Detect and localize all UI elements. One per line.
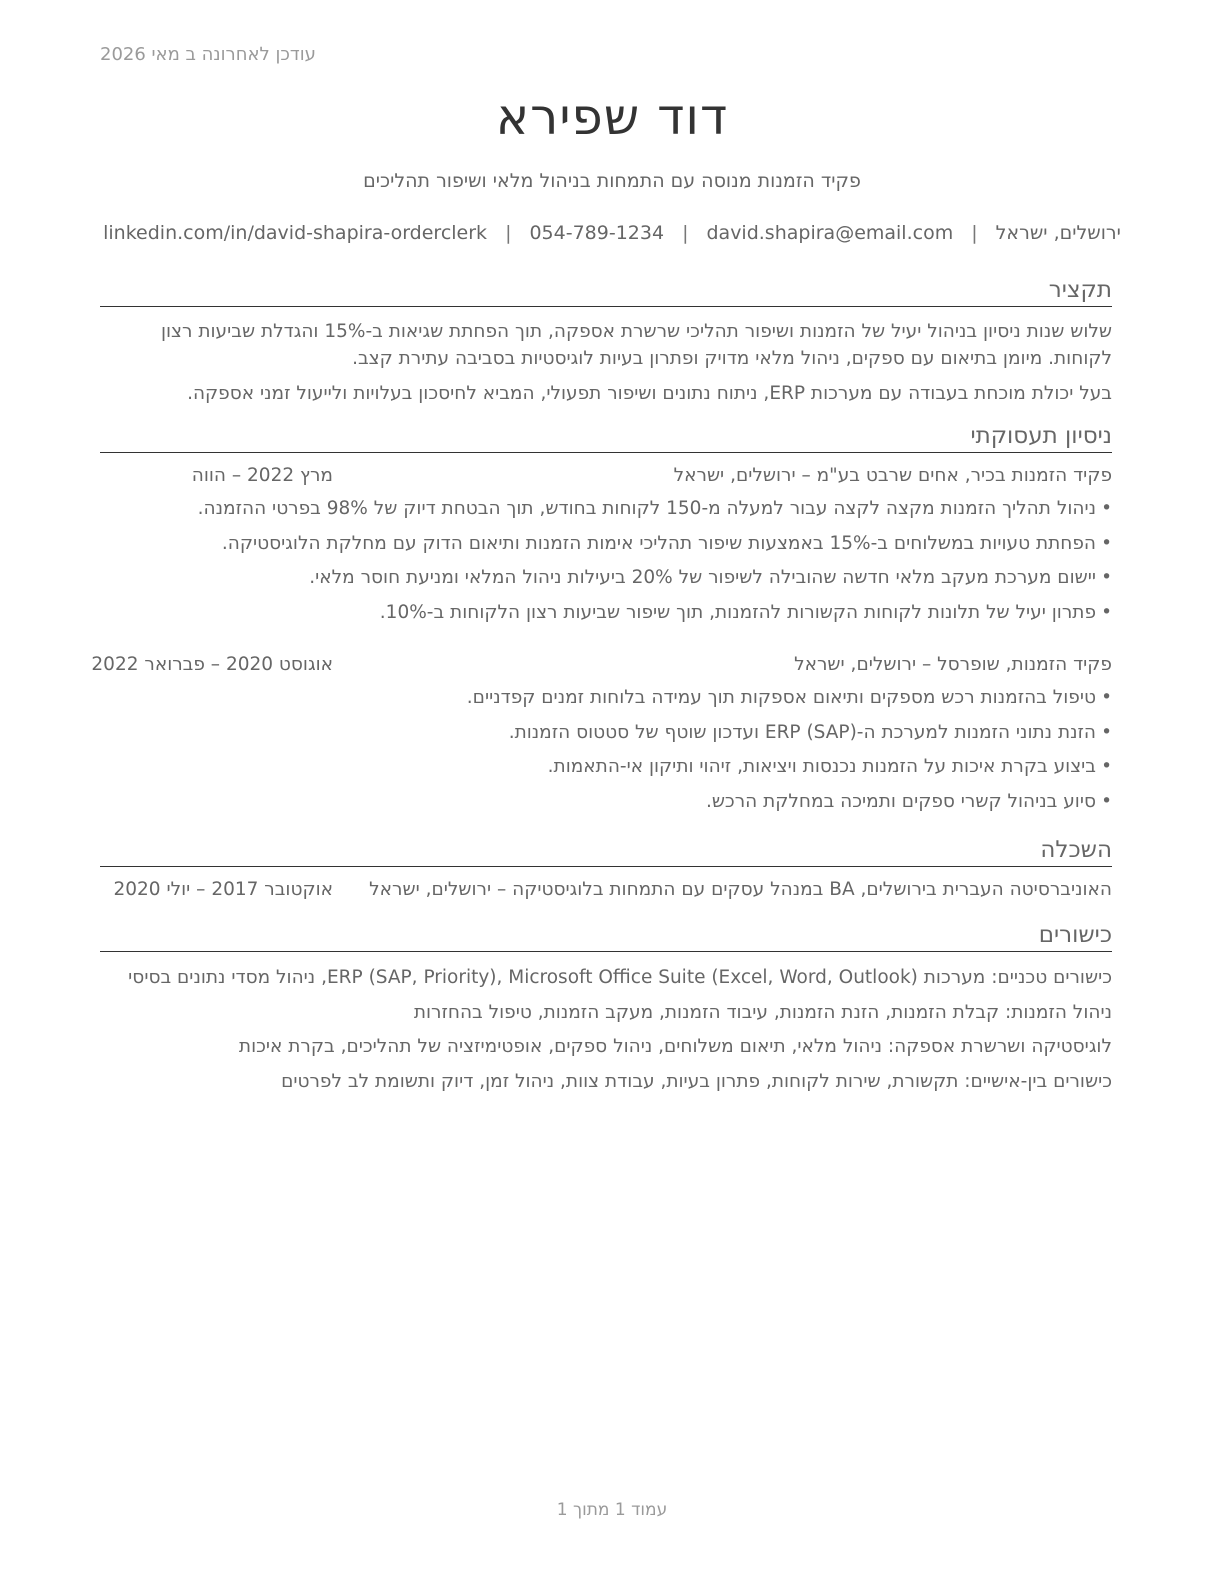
contact-email[interactable]: david.shapira@email.com: [706, 222, 954, 244]
section-title-education: השכלה: [100, 836, 1112, 867]
contact-linkedin[interactable]: linkedin.com/in/david-shapira-orderclerk: [103, 222, 488, 244]
list-item: • טיפול בהזמנות רכש מספקים ותיאום אספקות תוך עמידה בלוחות זמנים קפדניים.: [100, 685, 1112, 720]
list-item: • ביצוע בקרת איכות על הזמנות נכנסות ויציאות, זיהוי ותיקון אי-התאמות.: [100, 754, 1112, 789]
skill-line: ניהול הזמנות: קבלת הזמנות, הזנת הזמנות, עיבוד הזמנות, מעקב הזמנות, טיפול בהחזרות: [413, 1001, 1112, 1023]
job-title: פקיד הזמנות, שופרסל – ירושלים, ישראל: [794, 654, 1112, 675]
summary-paragraph: שלוש שנות ניסיון בניהול יעיל של הזמנות ושיפור תהליכי שרשרת אספקה, תוך הפחתת שגיאות ב-15% והגדלת שביעות רצון לקוחות. מיומן בתיאום עם ספקים, ניהול מלאי מדויק ופתרון בעיות לוגיסטיות בסביבה עתירת קצב.: [160, 321, 1112, 369]
contact-location: ירושלים, ישראל: [995, 222, 1121, 244]
list-item: • יישום מערכת מעקב מלאי חדשה שהובילה לשיפור של 20% ביעילות ניהול המלאי ומניעת חוסר מלאי.: [100, 565, 1112, 600]
candidate-name: דוד שפירא: [495, 88, 729, 146]
job-header: [100, 465, 1112, 491]
skill-line: כישורים בין-אישיים: תקשורת, שירות לקוחות, פתרון בעיות, עבודת צוות, ניהול זמן, דיוק ותשומת לב לפרטים: [281, 1070, 1112, 1092]
last-updated-note: עודכן לאחרונה ב מאי 2026: [100, 44, 316, 65]
skill-line: לוגיסטיקה ושרשרת אספקה: ניהול מלאי, תיאום משלוחים, ניהול ספקים, אופטימיזציה של תהליכים, בקרת איכות: [238, 1036, 1112, 1057]
contact-separator: |: [505, 222, 512, 244]
job-bullets: [100, 496, 1112, 634]
list-item: • הזנת נתוני הזמנות למערכת ה-ERP (SAP) ועדכון שוטף של סטטוס הזמנות.: [100, 720, 1112, 755]
list-item: • פתרון יעיל של תלונות לקוחות הקשורות להזמנות, תוך שיפור שביעות רצון הלקוחות ב-10%.: [100, 600, 1112, 635]
job-dates: אוגוסט 2020 – פברואר 2022: [91, 654, 333, 675]
contact-phone[interactable]: 054-789-1234: [529, 222, 665, 244]
page-number: עמוד 1 מתוך 1: [556, 1500, 668, 1520]
skill-line: כישורים טכניים: מערכות ERP (SAP, Priority), Microsoft Office Suite (Excel, Word, Outlook), ניהול מסדי נתונים בסיסי: [128, 967, 1112, 988]
contact-separator: |: [971, 222, 978, 244]
job-title: פקיד הזמנות בכיר, אחים שרבט בע"מ – ירושלים, ישראל: [673, 465, 1112, 486]
education-dates: אוקטובר 2017 – יולי 2020: [113, 879, 333, 900]
education-entry: [100, 879, 1112, 905]
section-title-experience: ניסיון תעסוקתי: [100, 422, 1112, 453]
list-item: • ניהול תהליך הזמנות מקצה לקצה עבור למעלה מ-150 לקוחות בחודש, תוך הבטחת דיוק של 98% בפרטי ההזמנה.: [100, 496, 1112, 531]
summary-paragraph: בעל יכולת מוכחת בעבודה עם מערכות ERP, ניתוח נתונים ושיפור תפעולי, המביא לחיסכון בעלויות ולייעול זמני אספקה.: [187, 383, 1112, 404]
list-item: • סיוע בניהול קשרי ספקים ותמיכה במחלקת הרכש.: [100, 789, 1112, 824]
contact-line: [0, 222, 1224, 244]
education-institution: האוניברסיטה העברית בירושלים, BA במנהל עסקים עם התמחות בלוגיסטיקה – ירושלים, ישראל: [369, 879, 1112, 900]
job-dates: מרץ 2022 – הווה: [191, 465, 333, 486]
candidate-headline: פקיד הזמנות מנוסה עם התמחות בניהול מלאי ושיפור תהליכים: [363, 170, 861, 192]
section-title-skills: כישורים: [100, 921, 1112, 952]
job-header: [91, 654, 1112, 680]
skills-list: [100, 965, 1112, 1103]
list-item: • הפחתת טעויות במשלוחים ב-15% באמצעות שיפור תהליכי אימות הזמנות ותיאום הדוק עם מחלקת הלוגיסטיקה.: [100, 531, 1112, 566]
contact-separator: |: [682, 222, 689, 244]
job-bullets: [100, 685, 1112, 823]
section-title-summary: תקציר: [100, 276, 1112, 307]
